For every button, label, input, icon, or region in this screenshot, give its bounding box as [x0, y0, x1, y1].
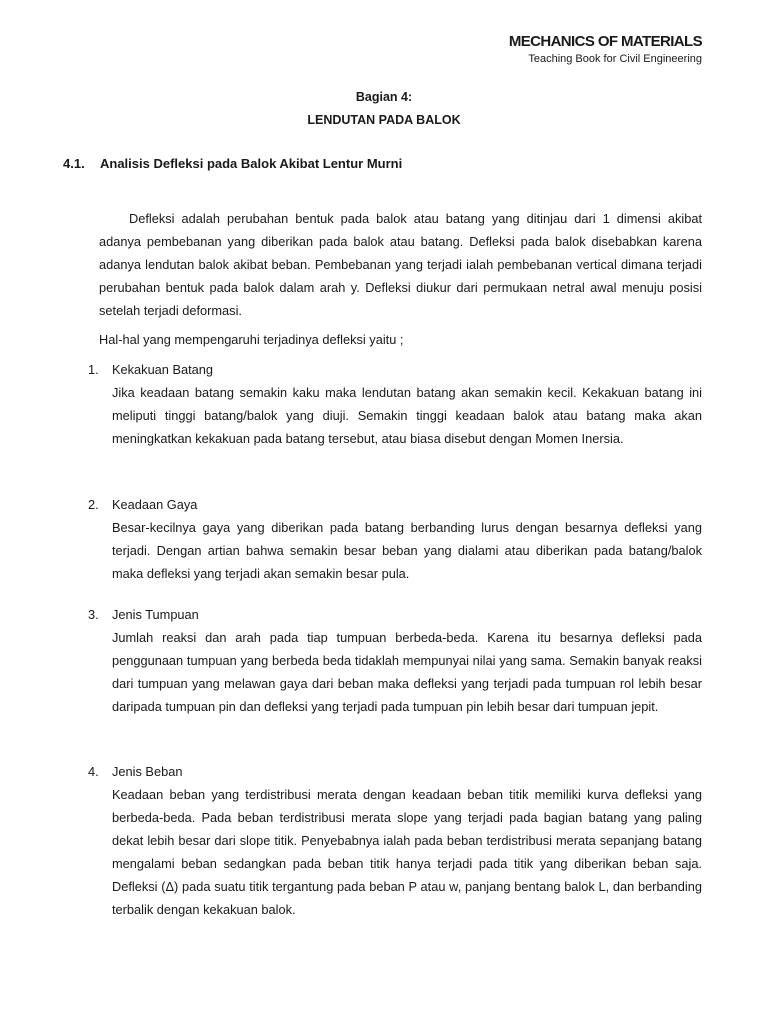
- factor-title: Jenis Beban: [112, 764, 183, 779]
- book-title: MECHANICS OF MATERIALS: [508, 33, 702, 50]
- section-number: 4.1.: [63, 156, 85, 171]
- lead-in-paragraph: Hal-hal yang mempengaruhi terjadinya defleksi yaitu ;: [99, 332, 404, 347]
- factor-title: Kekakuan Batang: [112, 362, 214, 377]
- factor-title: Keadaan Gaya: [112, 497, 198, 512]
- factor-body: Jumlah reaksi dan arah pada tiap tumpuan berbeda-beda. Karena itu besarnya defleksi pada penggunaan tumpuan yang berbeda beda tidaklah mempunyai nilai yang sama. Semakin banyak reaksi dari tumpuan yang melawan gaya dari beban maka defleksi yang terjadi pada tumpuan rol lebih besar daripada tumpuan pin dan defleksi yang terjadi pada tumpuan pin lebih besar dari tumpuan jepit.: [112, 630, 702, 714]
- chapter-title: LENDUTAN PADA BALOK: [307, 113, 461, 127]
- factor-number: 1.: [88, 362, 99, 377]
- section-title: Analisis Defleksi pada Balok Akibat Lentur Murni: [100, 156, 403, 171]
- running-header: [509, 33, 702, 66]
- intro-paragraph: Defleksi adalah perubahan bentuk pada balok atau batang yang ditinjau dari 1 dimensi akibat adanya pembebanan yang diberikan pada balok atau batang. Defleksi pada balok disebabkan karena adanya lendutan balok akibat beban. Pembebanan yang terjadi ialah pembebanan vertical dimana terjadi perubahan bentuk pada balok dalam arah y. Defleksi diukur dari permukaan netral awal menuju posisi setelah terjadi deformasi.: [99, 211, 702, 318]
- factor-body: Besar-kecilnya gaya yang diberikan pada batang berbanding lurus dengan besarnya defleksi yang terjadi. Dengan artian bahwa semakin besar beban yang dialami atau diberikan pada batang/balok maka defleksi yang terjadi akan semakin besar pula.: [112, 520, 702, 581]
- factor-body: Keadaan beban yang terdistribusi merata dengan keadaan beban titik memiliki kurva defleksi yang berbeda-beda. Pada beban terdistribusi merata slope yang terjadi pada bagian batang yang paling dekat lebih besar dari slope titik. Penyebabnya ialah pada beban terdistribusi merata sepanjang batang mengalami beban sedangkan pada beban titik hanya terjadi pada titik yang diberikan beban saja. Defleksi (Δ) pada suatu titik tergantung pada beban P atau w, panjang bentang balok L, dan berbanding terbalik dengan kekakuan balok.: [112, 787, 702, 917]
- factor-number: 4.: [88, 764, 99, 779]
- factor-body: Jika keadaan batang semakin kaku maka lendutan batang akan semakin kecil. Kekakuan batang ini meliputi tinggi batang/balok yang diuji. Semakin tinggi keadaan balok atau batang maka akan meningkatkan kekakuan pada batang tersebut, atau biasa disebut dengan Momen Inersia.: [112, 385, 702, 446]
- section-heading: [63, 156, 402, 172]
- factor-title: Jenis Tumpuan: [112, 607, 199, 622]
- factor-number: 2.: [88, 497, 99, 512]
- chapter-number: Bagian 4:: [355, 90, 413, 104]
- factor-number: 3.: [88, 607, 99, 622]
- book-subtitle: Teaching Book for Civil Engineering: [528, 53, 702, 65]
